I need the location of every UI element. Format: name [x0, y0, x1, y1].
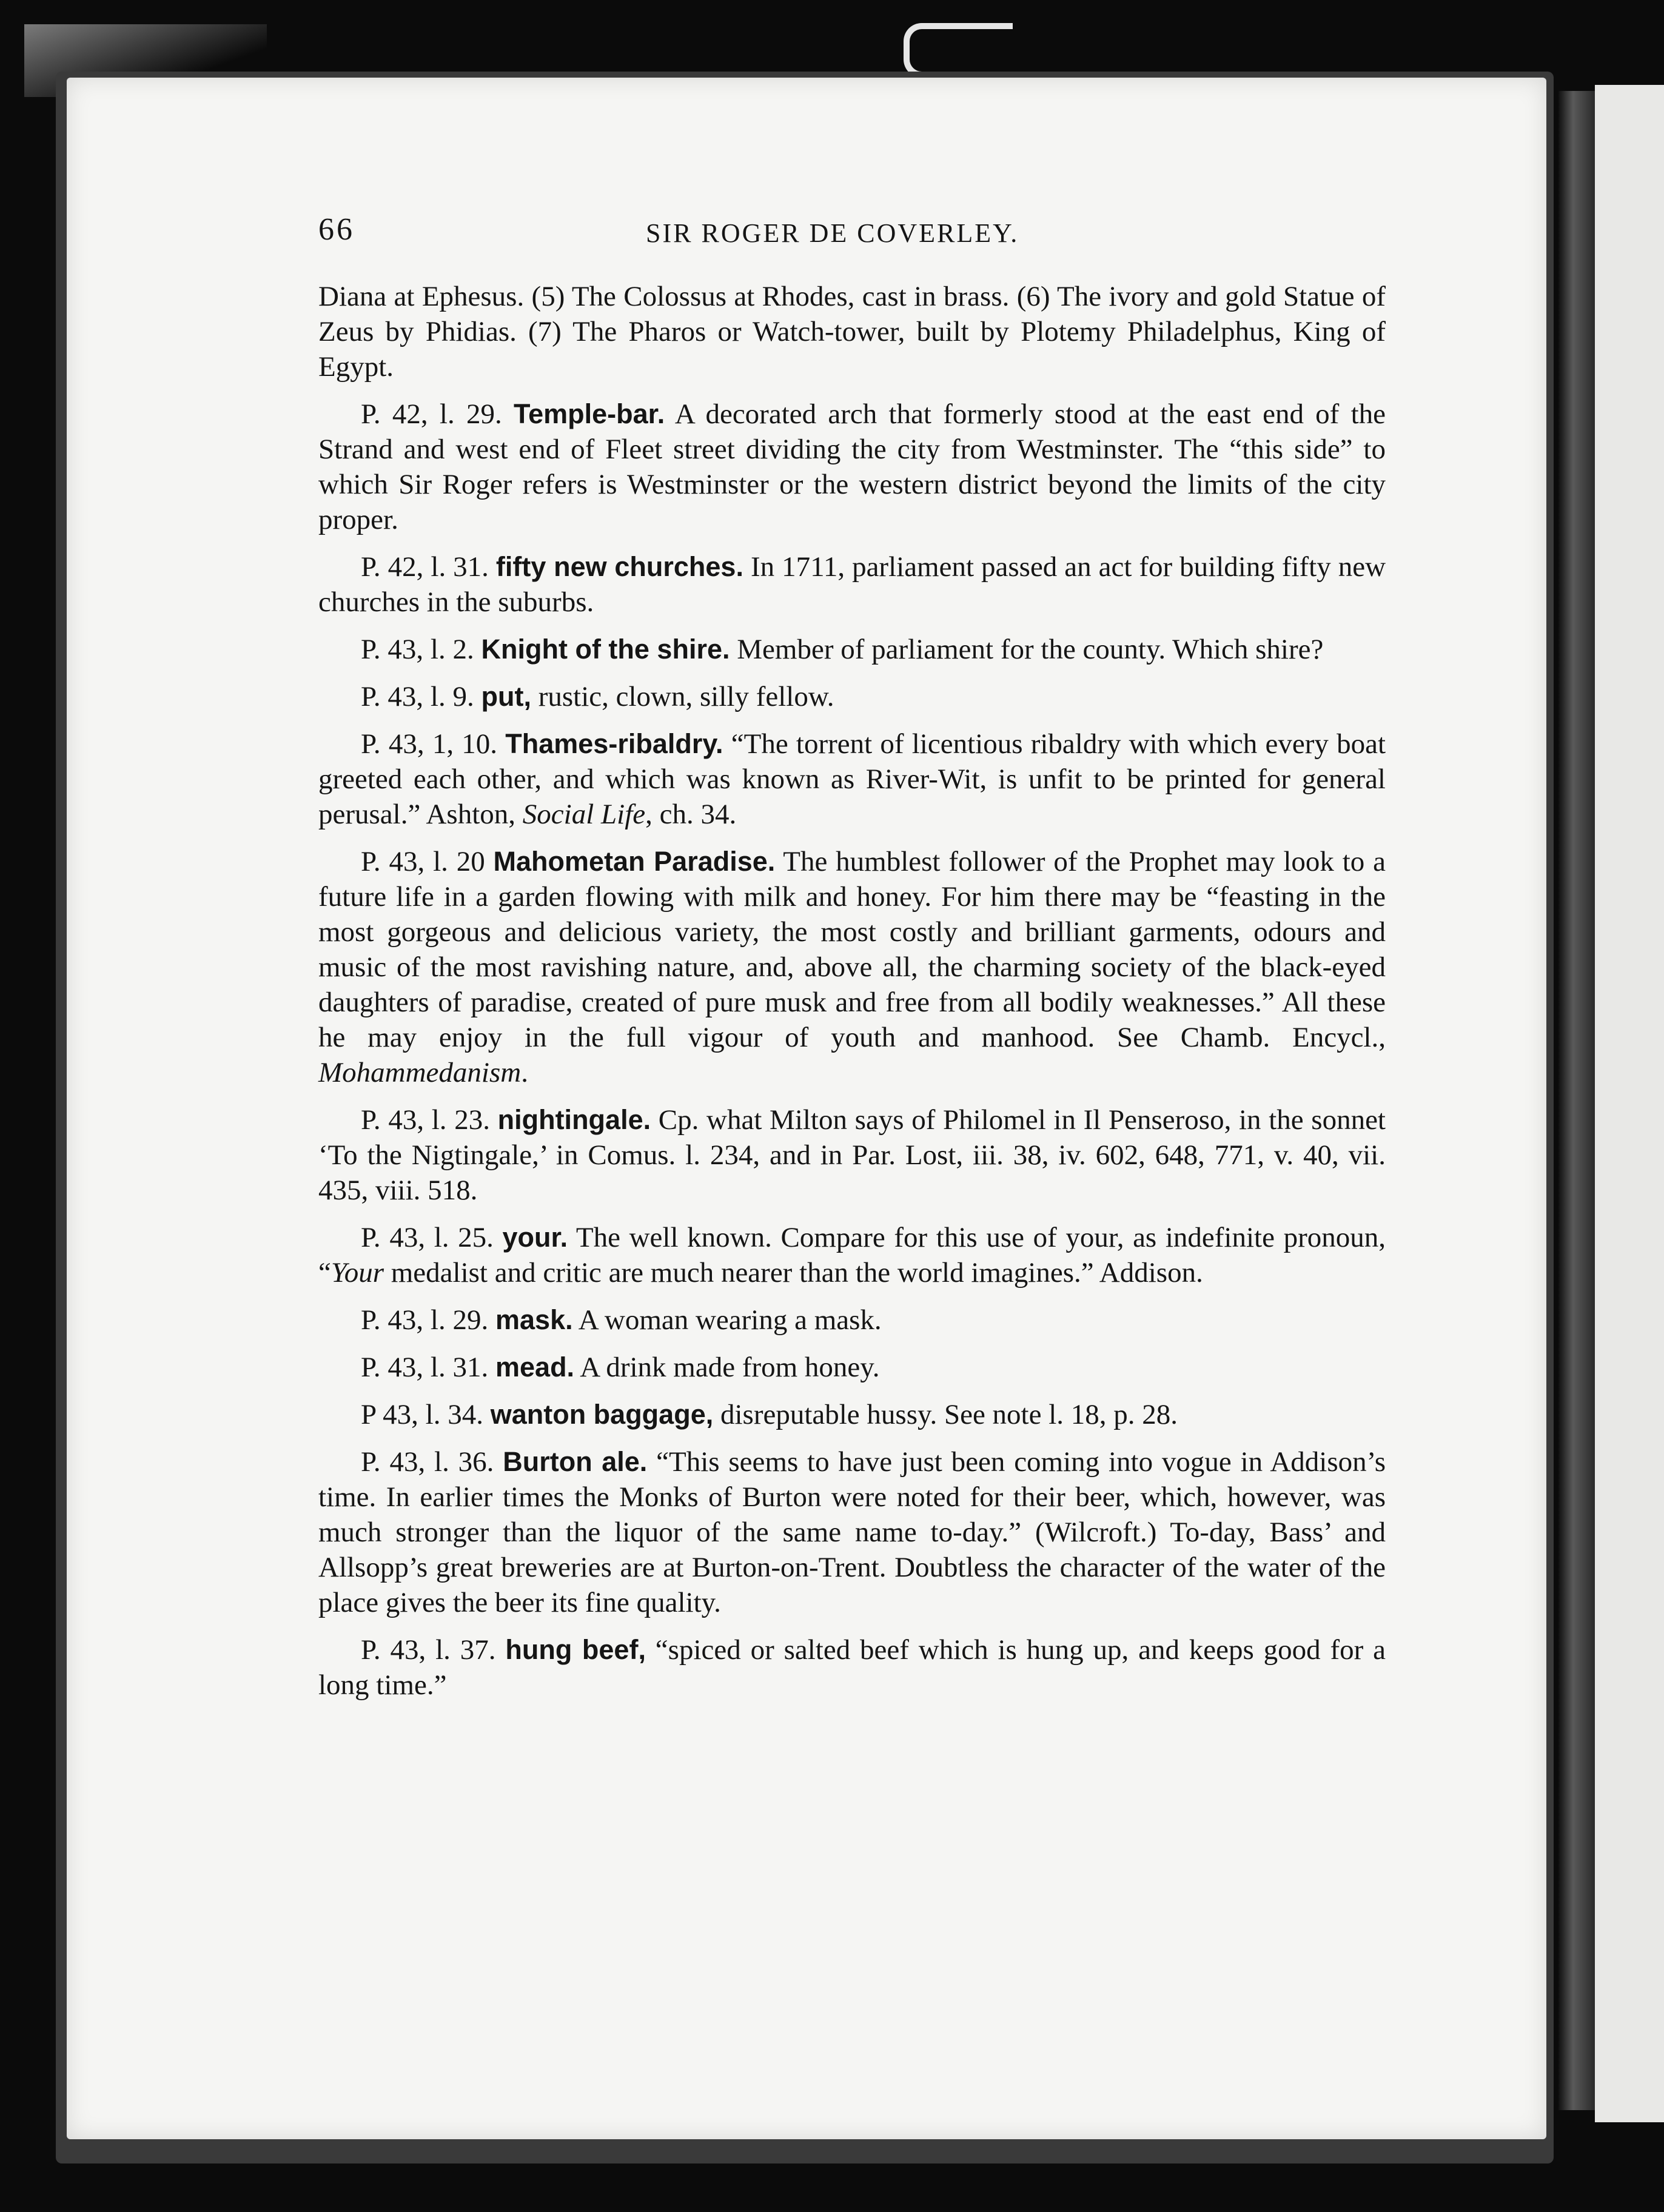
note-lemma: fifty new churches.: [495, 551, 743, 582]
note-reference: P. 43, l. 31.: [361, 1352, 489, 1383]
note-lemma: hung beef,: [505, 1634, 646, 1665]
facing-page: [1595, 85, 1664, 2122]
note-reference: P. 43, l. 9.: [361, 681, 474, 712]
note-italic: Mohammedanism: [318, 1057, 522, 1088]
note-text: In 1711, parliament passed an act for building fifty new churches in the suburbs.: [318, 551, 1386, 618]
note-text: disreputable hussy. See note l. 18, p. 28.: [720, 1399, 1178, 1430]
note-tail: .: [521, 1057, 528, 1088]
note: [318, 397, 1386, 537]
note: [318, 1444, 1386, 1620]
running-title: SIR ROGER DE COVERLEY.: [646, 218, 1019, 248]
note-lemma: your.: [502, 1222, 568, 1253]
note-lemma: Thames-ribaldry.: [505, 728, 723, 759]
note: [318, 679, 1386, 714]
note: [318, 726, 1386, 832]
page-number: 66: [318, 212, 355, 247]
note-reference: P 43, l. 34.: [361, 1399, 483, 1430]
note-text: Cp. what Milton says of Philomel in Il Penseroso, in the sonnet ‘To the Nigtingale,’ in Comus. l. 234, and in Par. Lost, iii. 38, iv. 602, 648, 771, v. 40, vii. 435, viii. 518.: [318, 1104, 1386, 1206]
clip-mark: [904, 23, 1013, 78]
note-reference: P. 43, l. 36.: [361, 1446, 494, 1478]
note: [318, 1397, 1386, 1432]
note-lemma: Temple-bar.: [513, 398, 665, 429]
note-reference: P. 43, l. 2.: [361, 634, 474, 665]
note: [318, 1350, 1386, 1385]
note-text: “spiced or salted beef which is hung up, and keeps good for a long time.”: [318, 1634, 1386, 1701]
running-head: [318, 212, 1386, 279]
note-italic: Your: [330, 1257, 384, 1289]
note-lemma: wanton baggage,: [490, 1399, 714, 1430]
note-tail: , ch. 34.: [645, 799, 737, 830]
note-lemma: mask.: [495, 1304, 573, 1335]
notes-list: [318, 397, 1386, 1703]
note-text: rustic, clown, silly fellow.: [538, 681, 834, 712]
note-reference: P. 42, l. 31.: [361, 551, 489, 583]
note-reference: P. 42, l. 29.: [361, 398, 502, 430]
note-text: The humblest follower of the Prophet may look to a future life in a garden flowing with milk and honey. For him there may be “feasting in the most gorgeous and delicious variety, the most costly and brilliant garments, odours and music of the most ravishing nature, and, above all, the charming society of the black-eyed daughters of paradise, created of pure musk and free from all bodily weaknesses.” All these he may enjoy in the full vigour of youth and manhood. See Chamb. Encycl.,: [318, 846, 1386, 1053]
note-text: A drink made from honey.: [580, 1352, 880, 1383]
note-lemma: put,: [481, 681, 531, 712]
note-lemma: Burton ale.: [503, 1446, 648, 1477]
note-reference: P. 43, 1, 10.: [361, 728, 498, 760]
note: [318, 1220, 1386, 1290]
note: [318, 549, 1386, 620]
note-reference: P. 43, l. 37.: [361, 1634, 496, 1666]
intro-paragraph: Diana at Ephesus. (5) The Colossus at Rhodes, cast in brass. (6) The ivory and gold Statue of Zeus by Phidias. (7) The Pharos or Watch-tower, built by Plotemy Philadelphus, King of Egypt.: [318, 281, 1386, 383]
note-text: The well known. Compare for this use of your, as indefinite pronoun, “: [318, 1222, 1386, 1289]
note-italic: Social Life: [522, 799, 646, 830]
note-reference: P. 43, l. 29.: [361, 1304, 489, 1336]
note-reference: P. 43, l. 25.: [361, 1222, 494, 1253]
note-tail: medalist and critic are much nearer than the world imagines.” Addison.: [384, 1257, 1203, 1289]
note-text: “This seems to have just been coming into vogue in Addison’s time. In earlier times the Monks of Burton were noted for their beer, which, however, was much stronger than the liquor of the same name to-day.” (Wilcroft.) To-day, Bass’ and Allsopp’s great breweries are at Burton-on-Trent. Doubtless the character of the water of the place gives the beer its fine quality.: [318, 1446, 1386, 1618]
note-reference: P. 43, l. 23.: [361, 1104, 490, 1136]
note-reference: P. 43, l. 20: [361, 846, 485, 877]
note: [318, 844, 1386, 1090]
note-lemma: Knight of the shire.: [481, 634, 730, 665]
note: [318, 632, 1386, 667]
note: [318, 1302, 1386, 1338]
note-lemma: mead.: [495, 1352, 575, 1382]
note-lemma: Mahometan Paradise.: [493, 846, 776, 877]
note-text: A decorated arch that formerly stood at the east end of the Strand and west end of Fleet street dividing the city from Westminster. The “this side” to which Sir Roger refers is Westminster or the western district beyond the limits of the city proper.: [318, 398, 1386, 535]
note-text: Member of parliament for the county. Which shire?: [737, 634, 1324, 665]
note-text: “The torrent of licentious ribaldry with which every boat greeted each other, and which was known as River-Wit, is unfit to be printed for general perusal.” Ashton,: [318, 728, 1386, 830]
note-text: A woman wearing a mask.: [578, 1304, 882, 1336]
page-edge: [1558, 91, 1595, 2110]
note: [318, 1102, 1386, 1208]
page-text: [318, 212, 1386, 1715]
note: [318, 1632, 1386, 1703]
note-lemma: nightingale.: [497, 1104, 651, 1135]
